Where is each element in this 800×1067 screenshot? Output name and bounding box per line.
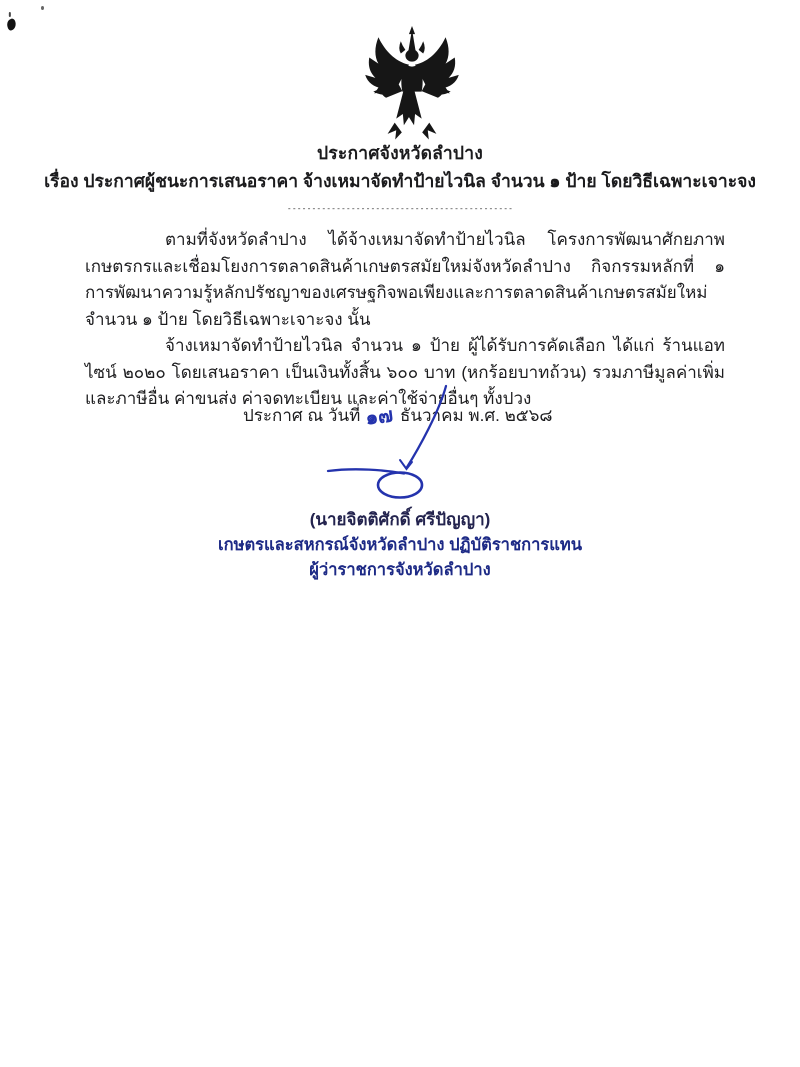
announcement-date-line xyxy=(243,398,553,430)
dashed-divider: ---------------------------------------------- xyxy=(286,204,514,213)
scan-artifact-blob xyxy=(6,18,18,31)
signatory-position-line1: เกษตรและสหกรณ์จังหวัดลำปาง ปฏิบัติราชการแทน xyxy=(217,535,583,554)
body-paragraph-2: จ้างเหมาจัดทำป้ายไวนิล จำนวน ๑ ป้าย ผู้ได้รับการคัดเลือก ได้แก่ ร้านแอทไซน์ ๒๐๒๐ โดยเสนอราคา เป็นเงินทั้งสิ้น ๖๐๐ บาท (หกร้อยบาทถ้วน) รวมภาษีมูลค่าเพิ่มและภาษีอื่น ค่าขนส่ง ค่าจดทะเบียน และค่าใช้จ่ายอื่นๆ ทั้งปวง xyxy=(85,336,725,408)
handwritten-date-day: ๑๗ xyxy=(364,402,395,430)
date-prefix: ประกาศ ณ วันที่ xyxy=(243,406,361,425)
body-paragraph-1: ตามที่จังหวัดลำปาง ได้จ้างเหมาจัดทำป้ายไวนิล โครงการพัฒนาศักยภาพเกษตรกรและเชื่อมโยงการตลาดสินค้าเกษตรสมัยใหม่จังหวัดลำปาง กิจกรรมหลักที่ ๑ การพัฒนาความรู้หลักปรัชญาของเศรษฐกิจพอเพียงและการตลาดสินค้าเกษตรสมัยใหม่ จำนวน ๑ ป้าย โดยวิธีเฉพาะเจาะจง นั้น xyxy=(85,230,725,329)
scan-artifact-speck xyxy=(41,6,44,10)
signatory-block xyxy=(0,507,800,584)
document-body xyxy=(85,227,725,413)
date-suffix: ธันวาคม พ.ศ. ๒๕๖๘ xyxy=(400,406,553,425)
garuda-emblem-icon xyxy=(356,26,468,142)
signatory-position-line2: ผู้ว่าราชการจังหวัดลำปาง xyxy=(309,561,491,579)
announcement-title: ประกาศจังหวัดลำปาง xyxy=(317,143,483,163)
announcement-subject: เรื่อง ประกาศผู้ชนะการเสนอราคา จ้างเหมาจัดทำป้ายไวนิล จำนวน ๑ ป้าย โดยวิธีเฉพาะเจาะจง xyxy=(44,171,756,191)
signatory-name: (นายจิตติศักดิ์ ศรีปัญญา) xyxy=(309,510,491,529)
